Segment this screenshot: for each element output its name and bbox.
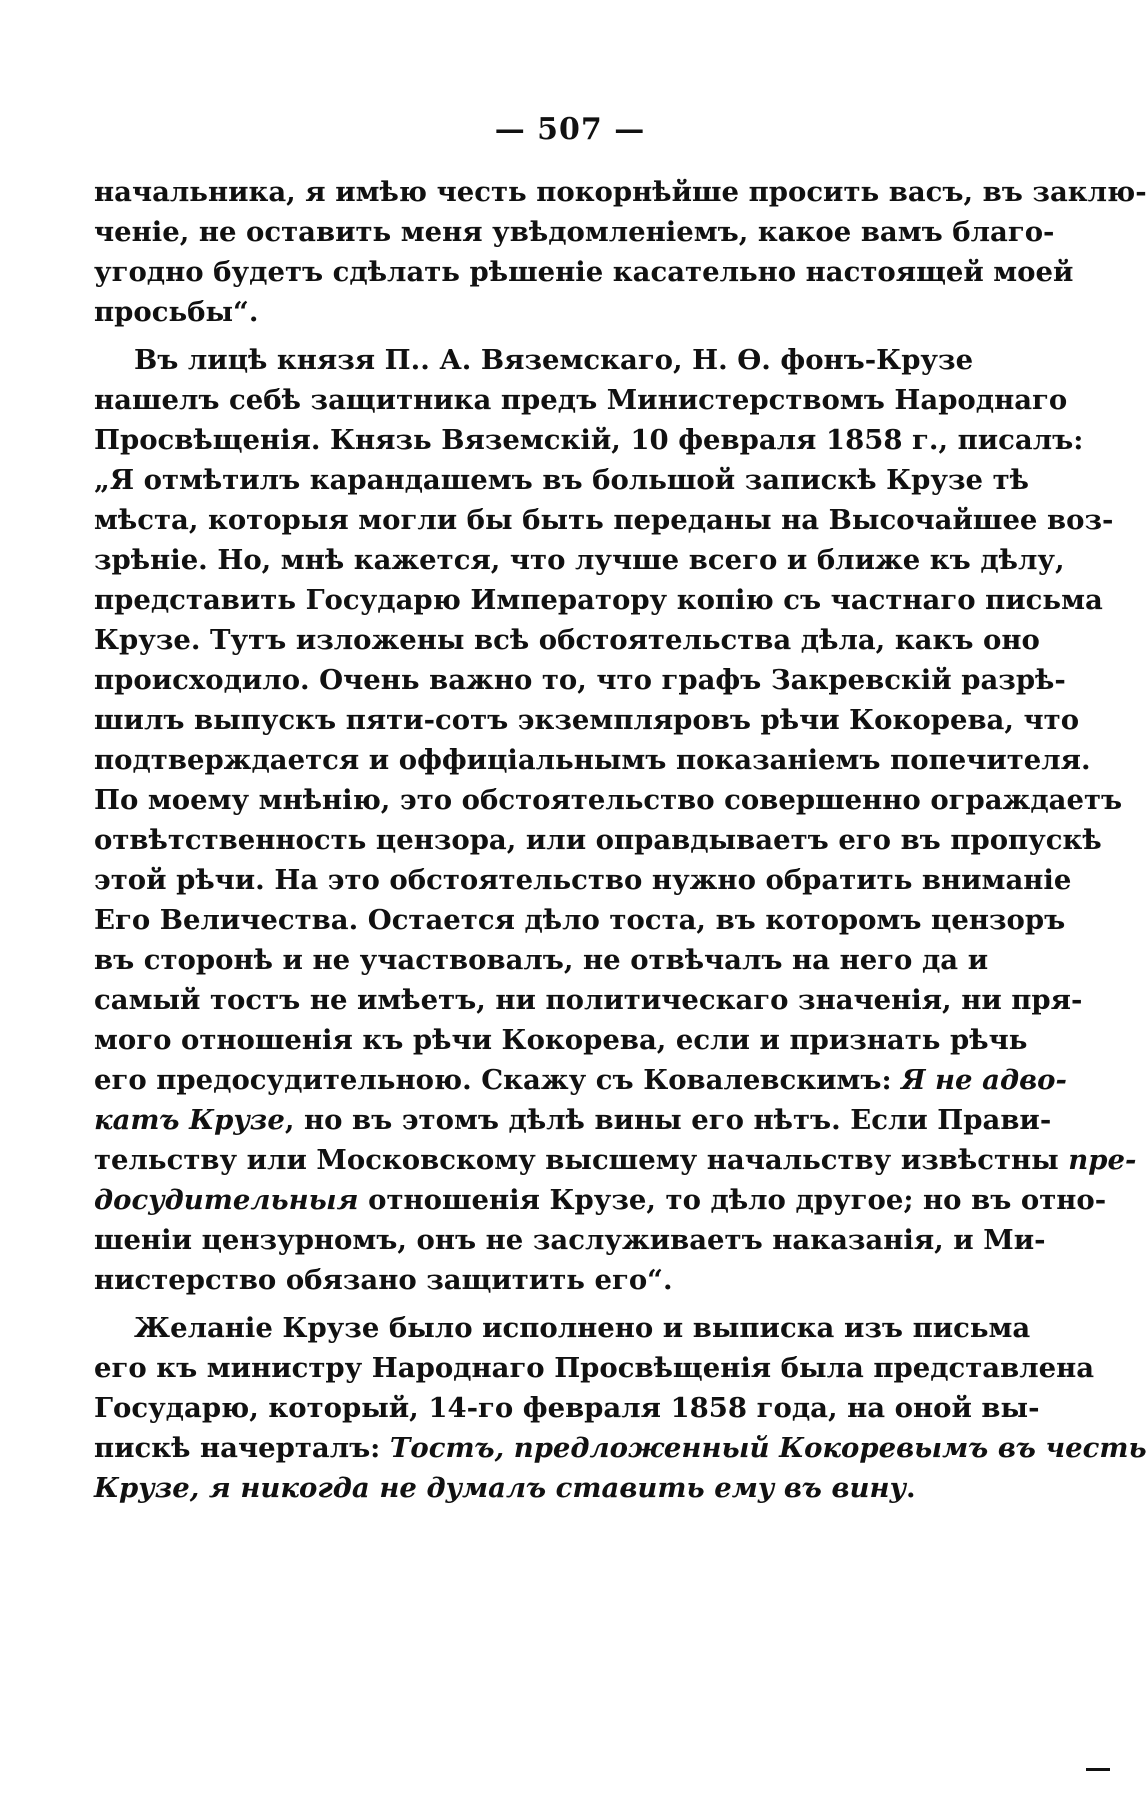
text-line: начальника, я имѣю честь покорнѣйше просить васъ, въ заклю-	[94, 176, 1147, 208]
text-line: Крузе. Тутъ изложены всѣ обстоятельства дѣла, какъ оно	[94, 624, 1040, 656]
italic-run: Тостъ, предложенный Кокоревымъ въ честь	[389, 1432, 1147, 1464]
text-line: По моему мнѣнію, это обстоятельство совершенно ограждаетъ	[94, 784, 1123, 816]
text-line-mixed	[94, 1468, 930, 1508]
italic-run: пре-	[1068, 1144, 1137, 1176]
text-line: подтверждается и оффиціальнымъ показаніемъ попечителя.	[94, 744, 1091, 776]
text-line-mixed	[94, 1100, 1052, 1140]
text-line-mixed	[94, 1180, 1107, 1220]
text-line: Государю, который, 14-го февраля 1858 года, на оной вы-	[94, 1392, 1040, 1424]
text-line: Его Величества. Остается дѣло тоста, въ которомъ цензоръ	[94, 904, 1066, 936]
text-line: его къ министру Народнаго Просвѣщенія была представлена	[94, 1352, 1095, 1384]
text-line: отвѣтственность цензора, или оправдываетъ его въ пропускѣ	[94, 824, 1102, 856]
text-line: ченіе, не оставить меня увѣдомленіемъ, какое вамъ благо-	[94, 216, 1055, 248]
text-line: нашелъ себѣ защитника предъ Министерствомъ Народнаго	[94, 384, 1068, 416]
text-line: въ сторонѣ и не участвовалъ, не отвѣчалъ на него да и	[94, 944, 989, 976]
text-line: Въ лицѣ князя П.. А. Вяземскаго, Н. Ѳ. фонъ-Крузе	[134, 344, 974, 376]
text-run: , но въ этомъ дѣлѣ вины его нѣтъ. Если Прави-	[284, 1104, 1052, 1136]
text-line: мѣста, которыя могли бы быть переданы на Высочайшее воз-	[94, 504, 1114, 536]
text-line-mixed	[94, 1140, 1137, 1180]
text-line: нистерство обязано защитить его“.	[94, 1264, 673, 1296]
margin-mark	[1086, 1768, 1110, 1771]
italic-run: досудительныя	[94, 1184, 359, 1216]
italic-run: Крузе, я никогда не думалъ ставить ему въ вину	[94, 1472, 907, 1504]
italic-run: катъ Крузе	[94, 1104, 285, 1136]
text-line: Просвѣщенія. Князь Вяземскій, 10 февраля 1858 г., писалъ:	[94, 424, 1084, 456]
text-line: происходило. Очень важно то, что графъ Закревскій разрѣ-	[94, 664, 1066, 696]
italic-run: Я не адво-	[901, 1064, 1067, 1096]
text-line: этой рѣчи. На это обстоятельство нужно обратить вниманіе	[94, 864, 1072, 896]
text-line: самый тостъ не имѣетъ, ни политическаго значенія, ни пря-	[94, 984, 1083, 1016]
page-number: — 507 —	[494, 112, 646, 147]
text-run: пискѣ начерталъ:	[94, 1432, 390, 1464]
text-run: тельству или Московскому высшему начальству извѣстны	[94, 1144, 1069, 1176]
text-line-mixed	[94, 1060, 1067, 1100]
text-line: представить Государю Императору копію съ частнаго письма	[94, 584, 1103, 616]
text-line: „Я отмѣтилъ карандашемъ въ большой запискѣ Крузе тѣ	[94, 464, 1029, 496]
text-run: .	[906, 1472, 916, 1504]
text-line: просьбы“.	[94, 296, 259, 328]
text-line: угодно будетъ сдѣлать рѣшеніе касательно настоящей моей	[94, 256, 1074, 288]
text-line: шеніи цензурномъ, онъ не заслуживаетъ наказанія, и Ми-	[94, 1224, 1046, 1256]
text-run: отношенія Крузе, то дѣло другое; но въ отно-	[358, 1184, 1107, 1216]
text-line: мого отношенія къ рѣчи Кокорева, если и признать рѣчь	[94, 1024, 1028, 1056]
text-line: Желаніе Крузе было исполнено и выписка изъ письма	[134, 1312, 1031, 1344]
page-body	[94, 172, 1147, 1508]
text-line: зрѣніе. Но, мнѣ кажется, что лучше всего и ближе къ дѣлу,	[94, 544, 1065, 576]
text-line: шилъ выпускъ пяти-сотъ экземпляровъ рѣчи Кокорева, что	[94, 704, 1080, 736]
text-line-mixed	[94, 1428, 1147, 1468]
text-run: его предосудительною. Скажу съ Ковалевскимъ:	[94, 1064, 902, 1096]
